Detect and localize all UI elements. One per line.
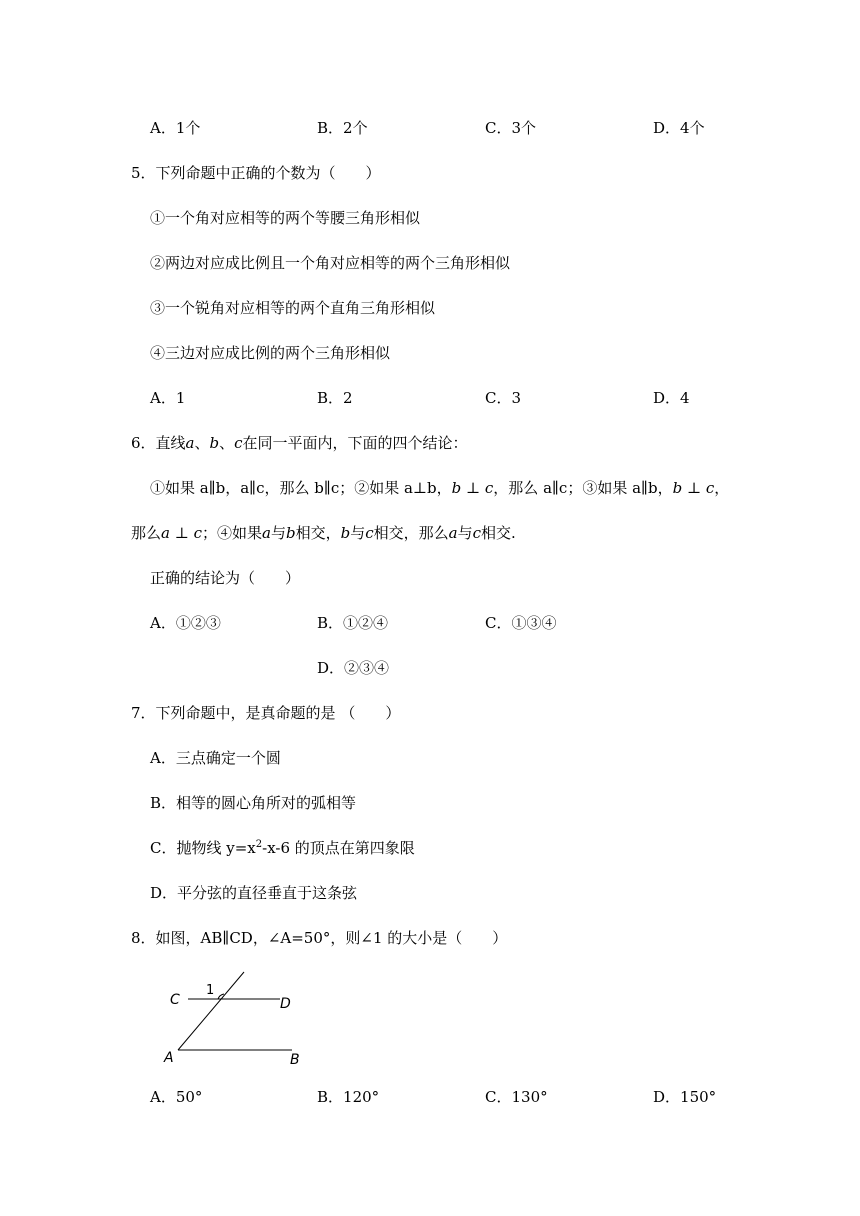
q7-option-a: A．三点确定一个圆: [150, 749, 281, 767]
q5-option-b: B．2: [317, 389, 353, 407]
q6-conclusion: 正确的结论为（ ）: [150, 569, 301, 587]
q6-option-a: A．①②③: [150, 614, 221, 632]
q7-option-d: D．平分弦的直径垂直于这条弦: [150, 884, 358, 902]
q5-option-d: D．4: [653, 389, 690, 407]
q8-option-d: D．150°: [653, 1088, 717, 1106]
q6-option-d: D．②③④: [317, 659, 390, 677]
q7-option-c: C．抛物线 $y=x^2-x-6$ 的顶点在第四象限: [150, 839, 415, 857]
q6-option-b: B．①②④: [317, 614, 389, 632]
label-b: B: [290, 1052, 300, 1068]
q4-option-d: D．4个: [653, 119, 705, 137]
label-a: A: [164, 1050, 174, 1066]
q5-item-3: ③一个锐角对应相等的两个直角三角形相似: [150, 299, 436, 317]
q4-option-b: B．2个: [317, 119, 368, 137]
q8-option-c: C．130°: [485, 1088, 548, 1106]
q5-stem: 5．下列命题中正确的个数为（ ）: [131, 164, 381, 182]
label-c: C: [170, 992, 180, 1008]
q4-option-a: A．1个: [150, 119, 201, 137]
q6-option-c: C．①③④: [485, 614, 557, 632]
q4-option-c: C．3个: [485, 119, 537, 137]
q8-option-b: B．120°: [317, 1088, 380, 1106]
q6-statements-line-2: 那么a ⊥ c；④如果a与b相交，b与c相交，那么a与c相交.: [131, 524, 516, 542]
q5-item-2: ②两边对应成比例且一个角对应相等的两个三角形相似: [150, 254, 511, 272]
label-d: D: [280, 996, 291, 1012]
label-angle-1: 1: [206, 983, 215, 998]
q7-stem: 7．下列命题中，是真命题的是 （ ）: [131, 704, 401, 722]
q8-parallel-lines-figure: [160, 966, 310, 1072]
q7-option-b: B．相等的圆心角所对的弧相等: [150, 794, 357, 812]
q5-option-a: A．1: [150, 389, 186, 407]
q5-item-4: ④三边对应成比例的两个三角形相似: [150, 344, 391, 362]
q6-statements-line-1: ①如果 a∥b，a∥c，那么 b∥c；②如果 a⊥b，b ⊥ c，那么 a∥c；③如果 a∥b，b ⊥ c，: [150, 479, 730, 497]
q8-stem: 8．如图，AB∥CD，∠A=50°，则∠1 的大小是（ ）: [131, 929, 508, 947]
q6-stem: 6．直线a、b、c在同一平面内，下面的四个结论：: [131, 434, 468, 452]
q8-option-a: A．50°: [150, 1088, 203, 1106]
q5-item-1: ①一个角对应相等的两个等腰三角形相似: [150, 209, 421, 227]
q5-option-c: C．3: [485, 389, 522, 407]
